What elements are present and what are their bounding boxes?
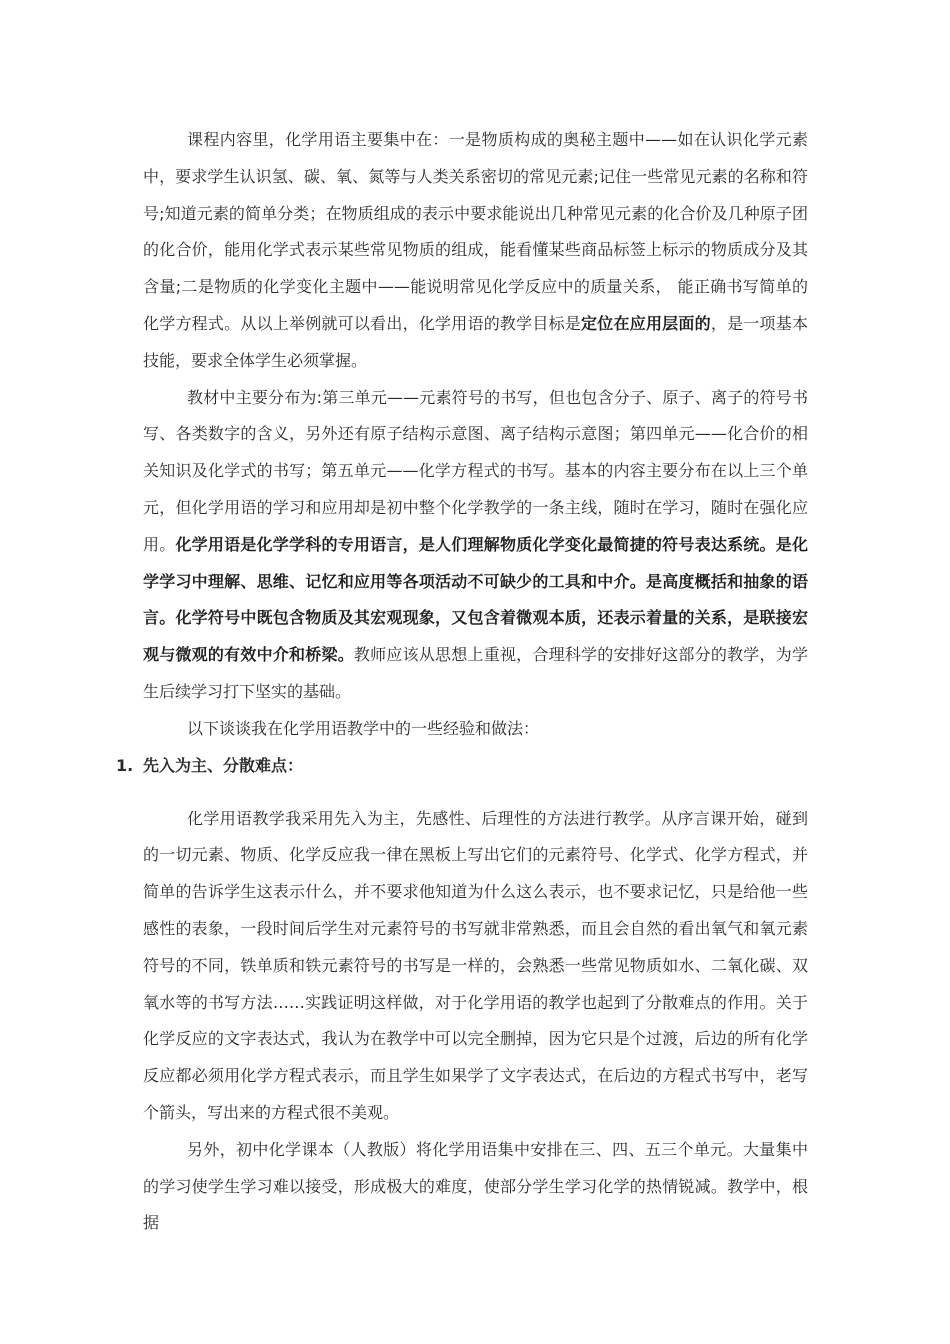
document-body [116,122,808,1242]
bold-text: 定位在应用层面的 [581,313,711,333]
heading-text: 先入为主、分散难点： [143,755,304,775]
paragraph-course-content [143,122,808,380]
bold-text: 化学用语是化学学科的专用语言，是人们理解物质化学变化最简捷的符号表达系统。是化学学习中理解、思维、记忆和应用等各项活动不可缺少的工具和中介。是高度概括和抽象的语言。化学符号中既包含物质及其宏观现象，又包含着微观本质，还表示着量的关系，是联接宏观与微观的有效中介和桥梁。 [143,534,808,665]
heading-number: 1. [116,755,134,775]
paragraph-textbook-distribution [143,380,808,711]
paragraph-text: 教材中主要分布为:第三单元——元素符号的书写，但也包含分子、原子、离子的符号书写、各类数字的含义，另外还有原子结构示意图、离子结构示意图；第四单元——化合价的相关知识及化学式的书写；第五单元——化学方程式的书写。基本的内容主要分布在以上三个单元，但化学用语的学习和应用却是初中整个化学教学的一条主线，随时在学习，随时在强化应用。 [143,387,808,554]
paragraph-method: 化学用语教学我采用先入为主，先感性、后理性的方法进行教学。从序言课开始，碰到的一切元素、物质、化学反应我一律在黑板上写出它们的元素符号、化学式、化学方程式，并简单的告诉学生这表示什么，并不要求他知道为什么这么表示，也不要求记忆，只是给他一些感性的表象，一段时间后学生对元素符号的书写就非常熟悉，而且会自然的看出氧气和氧元素符号的不同，铁单质和铁元素符号的书写是一样的，会熟悉一些常见物质如水、二氧化碳、双氧水等的书写方法……实践证明这样做，对于化学用语的教学也起到了分散难点的作用。关于化学反应的文字表达式，我认为在教学中可以完全删掉，因为它只是个过渡，后边的所有化学反应都必须用化学方程式表示，而且学生如果学了文字表达式，在后边的方程式书写中，老写个箭头，写出来的方程式很不美观。 [143,808,808,1122]
paragraph-intro: 以下谈谈我在化学用语教学中的一些经验和做法： [187,718,540,738]
paragraph-text: ，是一项基本技能，要求全体学生必须掌握。 [143,313,808,370]
paragraph-text: 教师应该从思想上重视，合理科学的安排好这部分的教学，为学生后续学习打下坚实的基础。 [143,645,808,701]
paragraph-text: 课程内容里，化学用语主要集中在：一是物质构成的奥秘主题中——如在认识化学元素中，要求学生认识氢、碳、氧、氮等与人类关系密切的常见元素;记住一些常见元素的名称和符号;知道元素的简单分类；在物质组成的表示中要求能说出几种常见元素的化合价及几种原子团的化合价，能用化学式表示某些常见物质的组成，能看懂某些商品标签上标示的物质成分及其含量;二是物质的化学变化主题中——能说明常见化学反应中的质量关系， 能正确书写简单的化学方程式。从以上举例就可以看出，化学用语的教学目标是 [143,130,808,333]
paragraph-additional: 另外，初中化学课本（人教版）将化学用语集中安排在三、四、五三个单元。大量集中的学习使学生学习难以接受，形成极大的难度，使部分学生学习化学的热情锐减。教学中，根据 [143,1139,808,1233]
section-heading [116,748,808,801]
